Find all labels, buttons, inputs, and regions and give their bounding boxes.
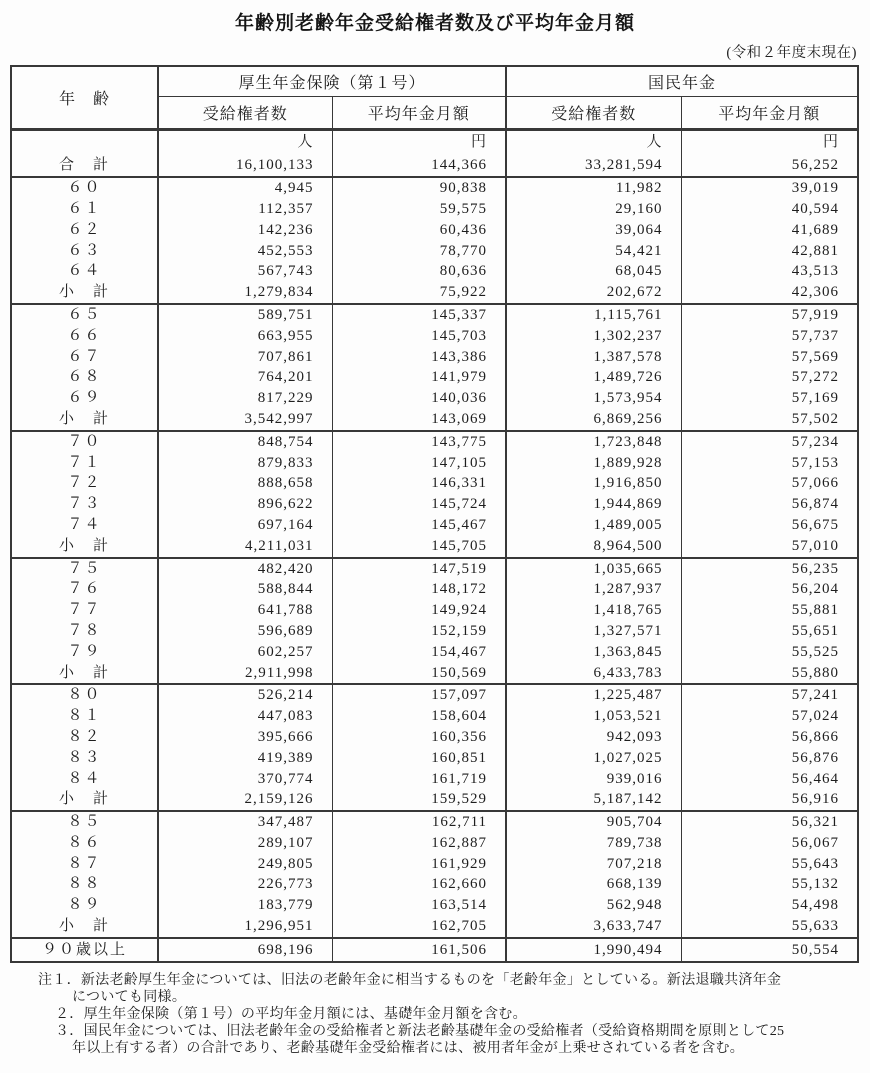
value-cell: 112,357 xyxy=(158,199,332,220)
value-cell: 289,107 xyxy=(158,833,332,854)
value-cell: 602,257 xyxy=(158,642,332,663)
table-section-age-80-84 xyxy=(11,684,858,811)
age-label: ８１ xyxy=(67,708,102,725)
value-cell: 55,132 xyxy=(681,874,858,895)
table-row xyxy=(11,579,858,600)
table-row xyxy=(11,515,858,536)
value-cell: 143,775 xyxy=(332,431,506,453)
age-label: ７１ xyxy=(67,454,102,471)
value-cell: 57,010 xyxy=(681,536,858,558)
table-row xyxy=(11,621,858,642)
table-row xyxy=(11,789,858,811)
value-cell: 57,234 xyxy=(681,431,858,453)
age-label: ７８ xyxy=(67,622,102,639)
table-row xyxy=(11,304,858,326)
value-cell: 56,204 xyxy=(681,579,858,600)
value-cell: 942,093 xyxy=(506,727,681,748)
table-row xyxy=(11,431,858,453)
value-cell: 162,705 xyxy=(332,916,506,938)
table-row xyxy=(11,558,858,580)
age-label: 小 計 xyxy=(58,537,110,554)
value-cell: 145,467 xyxy=(332,515,506,536)
age-label: ６３ xyxy=(67,242,102,259)
value-cell: 183,779 xyxy=(158,895,332,916)
value-cell: 163,514 xyxy=(332,895,506,916)
value-cell: 419,389 xyxy=(158,748,332,769)
age-label: ７２ xyxy=(67,475,102,492)
footnote-line: ２．厚生年金保険（第１号）の平均年金月額には、基礎年金月額を含む。 xyxy=(55,1007,527,1023)
value-cell: 145,724 xyxy=(332,494,506,515)
age-label: ８３ xyxy=(67,749,102,766)
age-label: ８２ xyxy=(67,728,102,745)
value-cell: 6,433,783 xyxy=(506,663,681,685)
value-cell: 249,805 xyxy=(158,854,332,875)
value-cell: 663,955 xyxy=(158,326,332,347)
value-cell: 57,919 xyxy=(681,304,858,326)
table-row xyxy=(11,367,858,388)
age-column-header: 年 齢 xyxy=(58,91,110,108)
value-cell: 848,754 xyxy=(158,431,332,453)
value-cell: 1,115,761 xyxy=(506,304,681,326)
value-cell: 1,302,237 xyxy=(506,326,681,347)
value-cell: 1,489,005 xyxy=(506,515,681,536)
value-cell: 56,235 xyxy=(681,558,858,580)
value-cell: 人 xyxy=(506,130,681,154)
table-row xyxy=(11,600,858,621)
value-cell: 162,711 xyxy=(332,811,506,833)
value-cell: 39,064 xyxy=(506,220,681,241)
beneficiaries-header-np: 受給権者数 xyxy=(506,97,681,130)
footnotes xyxy=(38,972,850,1057)
value-cell: 56,866 xyxy=(681,727,858,748)
age-label: ６９ xyxy=(67,390,102,407)
age-label: 小 計 xyxy=(58,664,110,681)
average-monthly-header-np: 平均年金月額 xyxy=(681,97,858,130)
value-cell: 42,881 xyxy=(681,241,858,262)
table-row xyxy=(11,453,858,474)
value-cell: 8,964,500 xyxy=(506,536,681,558)
value-cell: 56,876 xyxy=(681,748,858,769)
table-section-age-65-69 xyxy=(11,304,858,431)
value-cell: 143,069 xyxy=(332,409,506,431)
value-cell: 3,633,747 xyxy=(506,916,681,938)
employees-pension-group-header: 厚生年金保険（第１号） xyxy=(158,66,506,97)
value-cell: 161,719 xyxy=(332,769,506,790)
table-row xyxy=(11,388,858,409)
value-cell: 588,844 xyxy=(158,579,332,600)
value-cell: 4,211,031 xyxy=(158,536,332,558)
value-cell: 41,689 xyxy=(681,220,858,241)
value-cell: 57,241 xyxy=(681,684,858,706)
age-label: 小 計 xyxy=(58,284,110,301)
age-label: ７４ xyxy=(67,516,102,533)
table-row xyxy=(11,220,858,241)
value-cell: 56,874 xyxy=(681,494,858,515)
age-label: ８９ xyxy=(67,897,102,914)
value-cell: 1,916,850 xyxy=(506,473,681,494)
table-section-age-85-89 xyxy=(11,811,858,938)
value-cell: 143,386 xyxy=(332,347,506,368)
average-monthly-header-ep: 平均年金月額 xyxy=(332,97,506,130)
value-cell: 1,363,845 xyxy=(506,642,681,663)
value-cell: 162,660 xyxy=(332,874,506,895)
value-cell: 42,306 xyxy=(681,282,858,304)
value-cell: 596,689 xyxy=(158,621,332,642)
table-row xyxy=(11,642,858,663)
value-cell: 1,573,954 xyxy=(506,388,681,409)
age-label: ７９ xyxy=(67,643,102,660)
value-cell: 78,770 xyxy=(332,241,506,262)
value-cell: 90,838 xyxy=(332,177,506,199)
table-row xyxy=(11,261,858,282)
value-cell: 147,105 xyxy=(332,453,506,474)
value-cell: 347,487 xyxy=(158,811,332,833)
value-cell: 40,594 xyxy=(681,199,858,220)
value-cell: 145,703 xyxy=(332,326,506,347)
value-cell: 789,738 xyxy=(506,833,681,854)
value-cell: 円 xyxy=(681,130,858,154)
age-label: ８５ xyxy=(67,814,102,831)
table-row xyxy=(11,706,858,727)
age-label: ８０ xyxy=(67,687,102,704)
value-cell: 6,869,256 xyxy=(506,409,681,431)
value-cell: 59,575 xyxy=(332,199,506,220)
value-cell: 56,675 xyxy=(681,515,858,536)
table-row xyxy=(11,154,858,178)
age-label: ８７ xyxy=(67,855,102,872)
age-label: ７５ xyxy=(67,560,102,577)
value-cell: 54,498 xyxy=(681,895,858,916)
age-label: 小 計 xyxy=(58,791,110,808)
footnote-line: 注１．新法老齢厚生年金については、旧法の老齢年金に相当するものを「老齢年金」としている。新法退職共済年金 xyxy=(38,973,782,989)
value-cell: 56,464 xyxy=(681,769,858,790)
table-row xyxy=(11,684,858,706)
value-cell: 57,272 xyxy=(681,367,858,388)
value-cell: 697,164 xyxy=(158,515,332,536)
value-cell: 11,982 xyxy=(506,177,681,199)
table-row xyxy=(11,494,858,515)
footnote-line: 年以上有する者）の合計であり、老齢基礎年金受給権者には、被用者年金が上乗せされている者を含む。 xyxy=(72,1041,745,1057)
table-row xyxy=(11,811,858,833)
value-cell: 55,633 xyxy=(681,916,858,938)
table-section-age-70-74 xyxy=(11,431,858,558)
age-label: ６０ xyxy=(67,180,102,197)
value-cell: 879,833 xyxy=(158,453,332,474)
value-cell: 939,016 xyxy=(506,769,681,790)
value-cell: 562,948 xyxy=(506,895,681,916)
value-cell: 147,519 xyxy=(332,558,506,580)
table-row xyxy=(11,663,858,685)
value-cell: 55,881 xyxy=(681,600,858,621)
value-cell: 1,327,571 xyxy=(506,621,681,642)
age-label: ６４ xyxy=(67,263,102,280)
value-cell: 526,214 xyxy=(158,684,332,706)
age-label: ８８ xyxy=(67,876,102,893)
value-cell: 905,704 xyxy=(506,811,681,833)
value-cell: 1,035,665 xyxy=(506,558,681,580)
age-label: ６１ xyxy=(67,200,102,217)
value-cell: 589,751 xyxy=(158,304,332,326)
table-row xyxy=(11,938,858,963)
age-label: 小 計 xyxy=(58,918,110,935)
value-cell: 55,651 xyxy=(681,621,858,642)
beneficiaries-header-ep: 受給権者数 xyxy=(158,97,332,130)
value-cell: 150,569 xyxy=(332,663,506,685)
table-row xyxy=(11,326,858,347)
value-cell: 56,916 xyxy=(681,789,858,811)
value-cell: 2,159,126 xyxy=(158,789,332,811)
value-cell: 人 xyxy=(158,130,332,154)
age-label: ７７ xyxy=(67,602,102,619)
value-cell: 54,421 xyxy=(506,241,681,262)
table-row xyxy=(11,177,858,199)
value-cell: 43,513 xyxy=(681,261,858,282)
value-cell: 148,172 xyxy=(332,579,506,600)
table-row xyxy=(11,916,858,938)
age-label: ８４ xyxy=(67,770,102,787)
value-cell: 160,356 xyxy=(332,727,506,748)
value-cell: 57,737 xyxy=(681,326,858,347)
table-section-total xyxy=(11,130,858,178)
table-row xyxy=(11,130,858,154)
age-label: ７６ xyxy=(67,581,102,598)
value-cell: 452,553 xyxy=(158,241,332,262)
table-section-age-90-plus xyxy=(11,938,858,963)
value-cell: 57,502 xyxy=(681,409,858,431)
table-row xyxy=(11,282,858,304)
age-label: ６２ xyxy=(67,221,102,238)
value-cell: 641,788 xyxy=(158,600,332,621)
value-cell: 56,321 xyxy=(681,811,858,833)
value-cell: 152,159 xyxy=(332,621,506,642)
value-cell: 707,218 xyxy=(506,854,681,875)
value-cell: 1,225,487 xyxy=(506,684,681,706)
value-cell: 145,705 xyxy=(332,536,506,558)
value-cell: 5,187,142 xyxy=(506,789,681,811)
value-cell: 1,489,726 xyxy=(506,367,681,388)
value-cell: 56,252 xyxy=(681,154,858,178)
value-cell: 141,979 xyxy=(332,367,506,388)
as-of-date: (令和２年度末現在) xyxy=(726,45,857,61)
value-cell: 1,287,937 xyxy=(506,579,681,600)
value-cell: 146,331 xyxy=(332,473,506,494)
value-cell: 80,636 xyxy=(332,261,506,282)
table-row xyxy=(11,854,858,875)
value-cell: 140,036 xyxy=(332,388,506,409)
value-cell: 1,387,578 xyxy=(506,347,681,368)
value-cell: 157,097 xyxy=(332,684,506,706)
pension-table xyxy=(10,65,859,963)
national-pension-group-header: 国民年金 xyxy=(506,66,858,97)
value-cell: 395,666 xyxy=(158,727,332,748)
age-label: ９０歳以上 xyxy=(41,941,127,958)
value-cell: 162,887 xyxy=(332,833,506,854)
value-cell: 202,672 xyxy=(506,282,681,304)
value-cell: 1,418,765 xyxy=(506,600,681,621)
value-cell: 50,554 xyxy=(681,938,858,963)
value-cell: 159,529 xyxy=(332,789,506,811)
footnote-line: ３．国民年金については、旧法老齢年金の受給権者と新法老齢基礎年金の受給権者（受給資格期間を原則として25 xyxy=(55,1024,785,1040)
value-cell: 149,924 xyxy=(332,600,506,621)
value-cell: 60,436 xyxy=(332,220,506,241)
value-cell: 4,945 xyxy=(158,177,332,199)
table-row xyxy=(11,409,858,431)
table-section-age-75-79 xyxy=(11,558,858,685)
table-row xyxy=(11,833,858,854)
value-cell: 55,880 xyxy=(681,663,858,685)
table-row xyxy=(11,347,858,368)
table-row xyxy=(11,536,858,558)
value-cell: 68,045 xyxy=(506,261,681,282)
value-cell: 75,922 xyxy=(332,282,506,304)
age-label: ７３ xyxy=(67,496,102,513)
page-title: 年齢別老齢年金受給権者数及び平均年金月額 xyxy=(234,13,635,34)
table-row xyxy=(11,874,858,895)
value-cell: 57,024 xyxy=(681,706,858,727)
age-label: 合 計 xyxy=(58,156,110,173)
value-cell: 55,525 xyxy=(681,642,858,663)
table-row xyxy=(11,473,858,494)
value-cell: 16,100,133 xyxy=(158,154,332,178)
value-cell: 896,622 xyxy=(158,494,332,515)
value-cell: 142,236 xyxy=(158,220,332,241)
table-row xyxy=(11,895,858,916)
value-cell: 370,774 xyxy=(158,769,332,790)
value-cell: 29,160 xyxy=(506,199,681,220)
table-header xyxy=(11,66,858,130)
value-cell: 447,083 xyxy=(158,706,332,727)
value-cell: 817,229 xyxy=(158,388,332,409)
value-cell: 57,153 xyxy=(681,453,858,474)
value-cell: 39,019 xyxy=(681,177,858,199)
value-cell: 145,337 xyxy=(332,304,506,326)
value-cell: 57,569 xyxy=(681,347,858,368)
value-cell: 1,723,848 xyxy=(506,431,681,453)
age-label xyxy=(11,130,158,154)
value-cell: 144,366 xyxy=(332,154,506,178)
age-label: ８６ xyxy=(67,834,102,851)
value-cell: 1,944,869 xyxy=(506,494,681,515)
value-cell: 764,201 xyxy=(158,367,332,388)
age-label: ６７ xyxy=(67,348,102,365)
age-label: ７０ xyxy=(67,433,102,450)
age-label: 小 計 xyxy=(58,410,110,427)
table-row xyxy=(11,727,858,748)
value-cell: 2,911,998 xyxy=(158,663,332,685)
footnote-line: についても同様。 xyxy=(72,990,187,1006)
age-label: ６５ xyxy=(67,306,102,323)
table-row xyxy=(11,769,858,790)
value-cell: 円 xyxy=(332,130,506,154)
value-cell: 1,296,951 xyxy=(158,916,332,938)
table-row xyxy=(11,748,858,769)
value-cell: 57,169 xyxy=(681,388,858,409)
table-row xyxy=(11,241,858,262)
value-cell: 668,139 xyxy=(506,874,681,895)
value-cell: 482,420 xyxy=(158,558,332,580)
value-cell: 161,506 xyxy=(332,938,506,963)
value-cell: 1,889,928 xyxy=(506,453,681,474)
value-cell: 888,658 xyxy=(158,473,332,494)
value-cell: 158,604 xyxy=(332,706,506,727)
value-cell: 55,643 xyxy=(681,854,858,875)
value-cell: 161,929 xyxy=(332,854,506,875)
value-cell: 1,990,494 xyxy=(506,938,681,963)
value-cell: 57,066 xyxy=(681,473,858,494)
value-cell: 160,851 xyxy=(332,748,506,769)
value-cell: 154,467 xyxy=(332,642,506,663)
value-cell: 1,279,834 xyxy=(158,282,332,304)
value-cell: 707,861 xyxy=(158,347,332,368)
age-label: ６６ xyxy=(67,327,102,344)
value-cell: 226,773 xyxy=(158,874,332,895)
value-cell: 56,067 xyxy=(681,833,858,854)
value-cell: 698,196 xyxy=(158,938,332,963)
value-cell: 567,743 xyxy=(158,261,332,282)
value-cell: 3,542,997 xyxy=(158,409,332,431)
table-row xyxy=(11,199,858,220)
age-label: ６８ xyxy=(67,369,102,386)
value-cell: 33,281,594 xyxy=(506,154,681,178)
value-cell: 1,027,025 xyxy=(506,748,681,769)
value-cell: 1,053,521 xyxy=(506,706,681,727)
table-section-age-60-64 xyxy=(11,177,858,304)
